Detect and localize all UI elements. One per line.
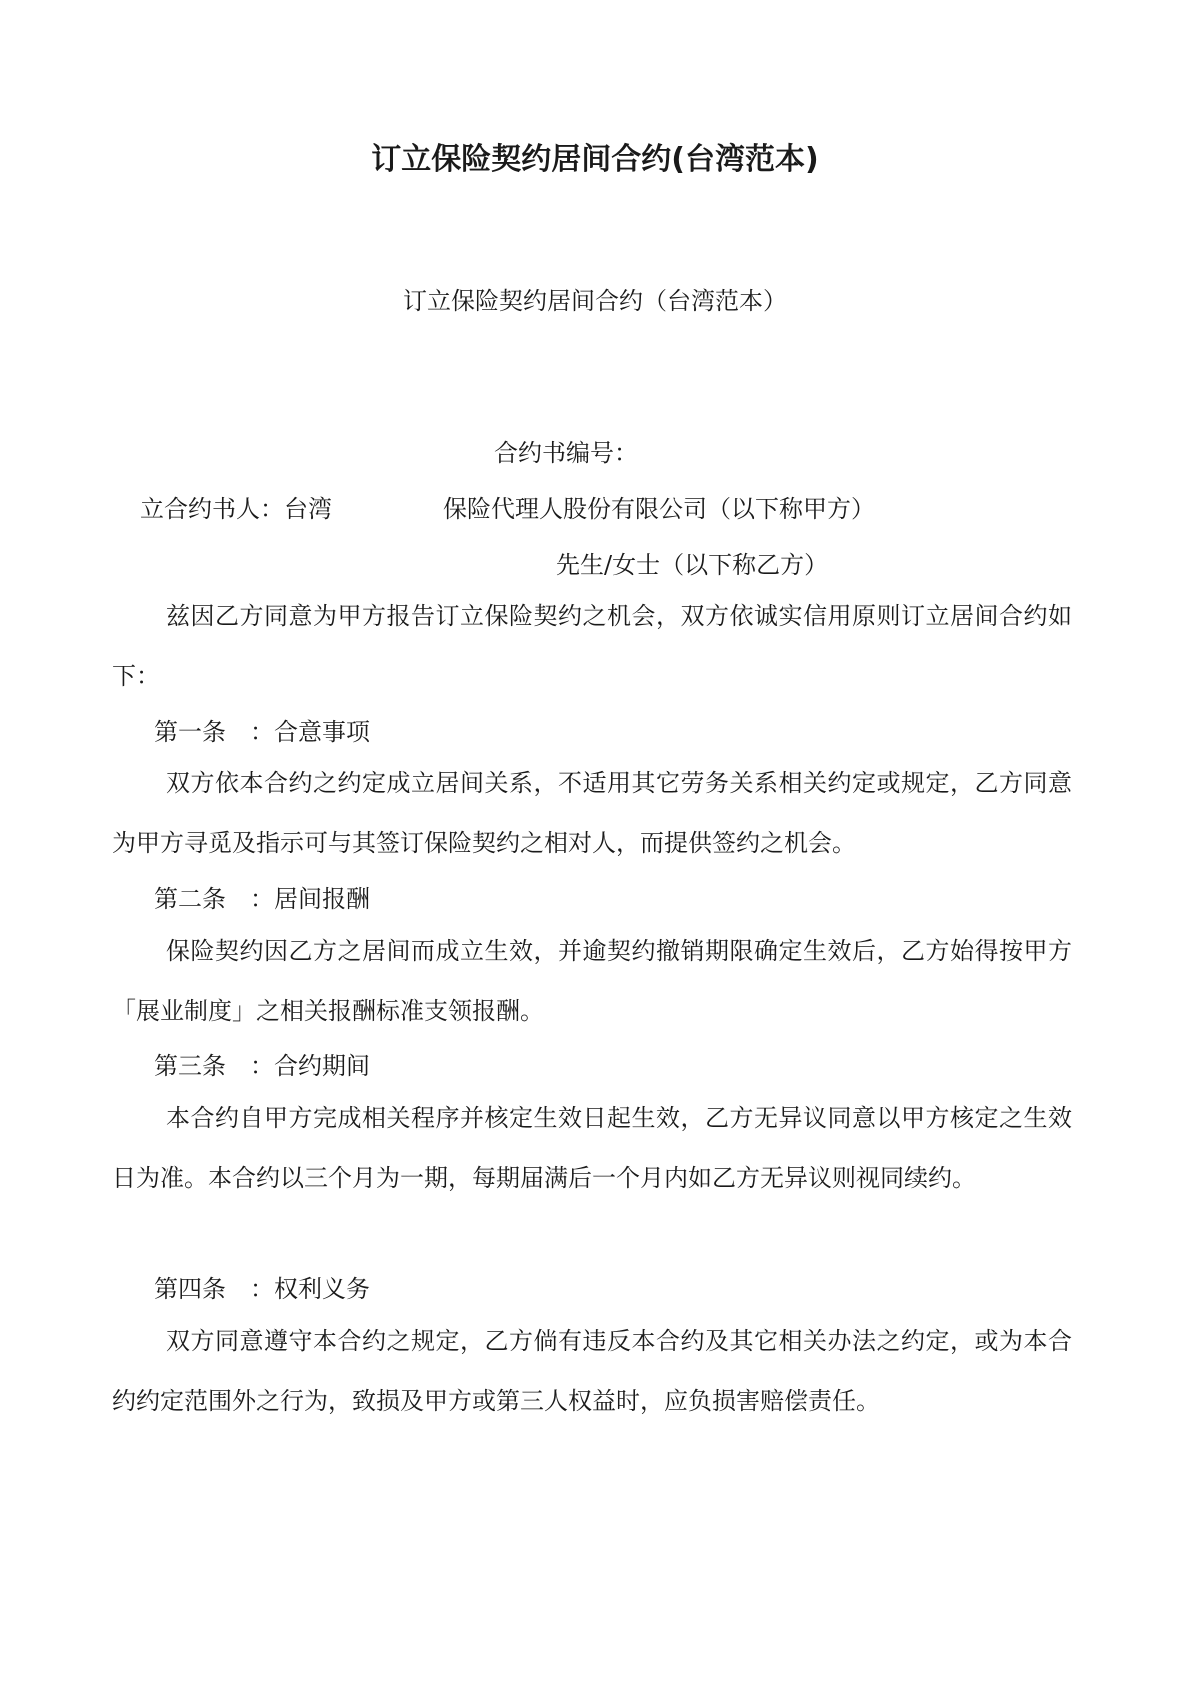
article-1-heading: 第一条 ：合意事项 (154, 718, 370, 746)
article-2-heading: 第二条 ：居间报酬 (154, 885, 370, 913)
article-3-body: 本合约自甲方完成相关程序并核定生效日起生效，乙方无异议同意以甲方核定之生效日为准。本合约以三个月为一期，每期届满后一个月内如乙方无异议则视同续约。 (112, 1104, 1072, 1192)
article-3-heading: 第三条 ：合约期间 (154, 1052, 370, 1080)
article-1-body: 双方依本合约之约定成立居间关系，不适用其它劳务关系相关约定或规定，乙方同意为甲方寻觅及指示可与其签订保险契约之相对人，而提供签约之机会。 (112, 769, 1072, 857)
article-4-body: 双方同意遵守本合约之规定，乙方倘有违反本合约及其它相关办法之约定，或为本合约约定范围外之行为，致损及甲方或第三人权益时，应负损害赔偿责任。 (112, 1327, 1072, 1415)
preamble-paragraph: 兹因乙方同意为甲方报告订立保险契约之机会，双方依诚实信用原则订立居间合约如下： (112, 602, 1072, 690)
party-line-prefix: 立合约书人：台湾 (140, 495, 332, 523)
document-title: 订立保险契约居间合约(台湾范本) (371, 142, 819, 177)
document-subtitle: 订立保险契约居间合约（台湾范本） (403, 287, 787, 315)
party-a-text: 保险代理人股份有限公司（以下称甲方） (443, 495, 875, 523)
article-2-body: 保险契约因乙方之居间而成立生效，并逾契约撤销期限确定生效后，乙方始得按甲方「展业制度」之相关报酬标准支领报酬。 (112, 937, 1072, 1025)
article-4-heading: 第四条 ：权利义务 (154, 1275, 370, 1303)
party-b-text: 先生/女士（以下称乙方） (556, 551, 829, 579)
contract-number-label: 合约书编号： (494, 439, 638, 467)
